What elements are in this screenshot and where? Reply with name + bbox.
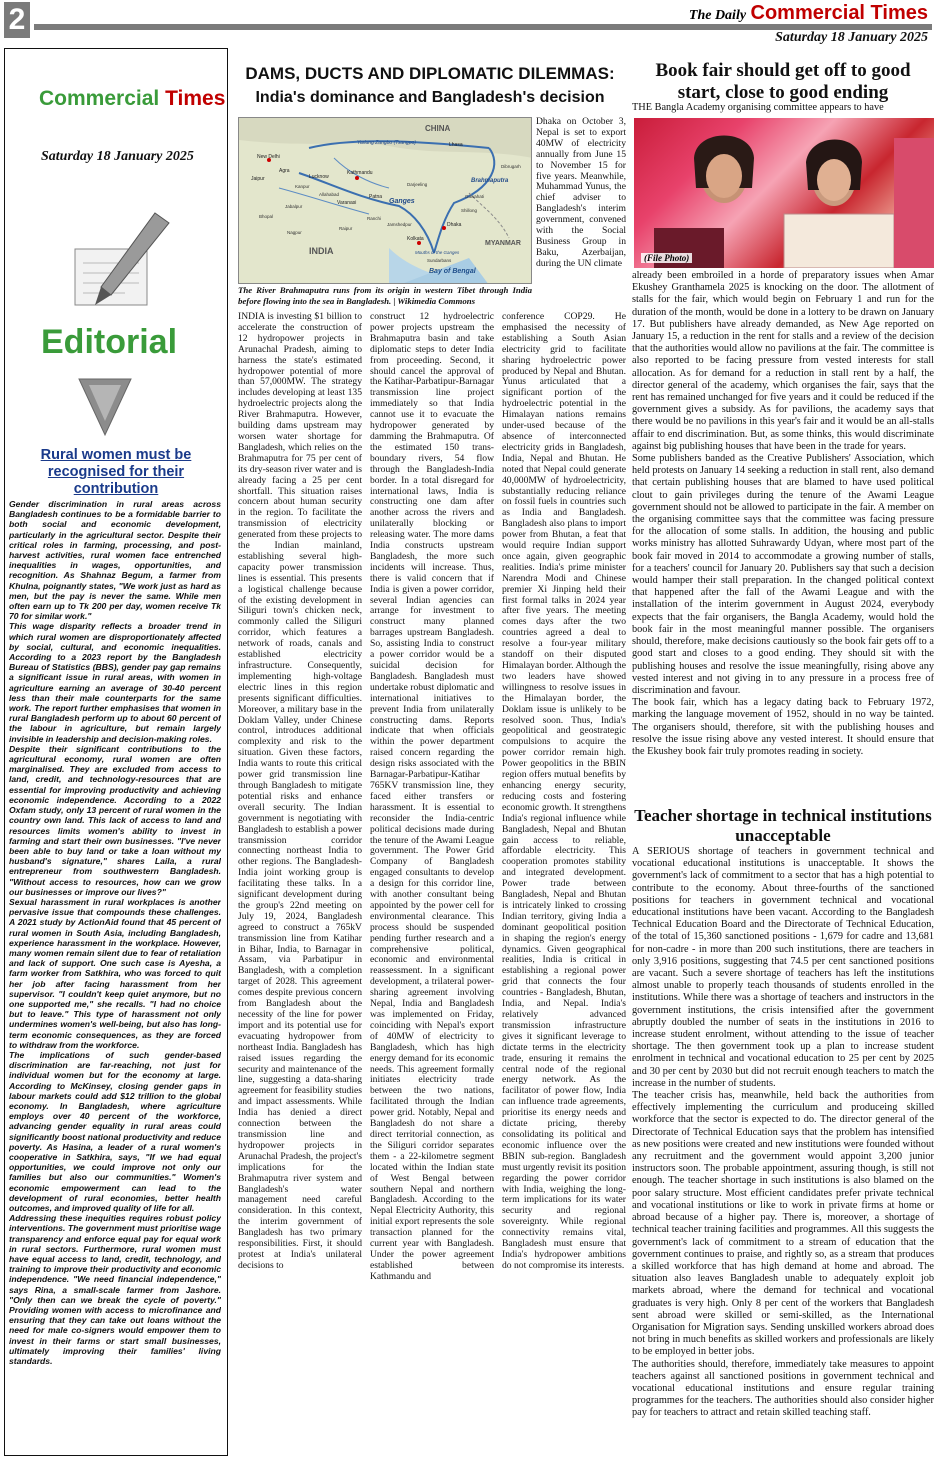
article-column-2	[370, 312, 494, 1448]
map-label: Patna	[369, 194, 383, 200]
map-label: Brahmaputra	[471, 178, 509, 184]
map-label: MYANMAR	[485, 240, 521, 247]
article-column-1	[238, 312, 362, 1448]
map-label: Kolkata	[407, 236, 424, 242]
map-label: Lucknow	[309, 174, 329, 180]
editorial-column	[4, 48, 228, 1456]
map-caption: The River Brahmaputra runs from its origin in western Tibet through India before flowing into the sea in Bangladesh. | Wikimedia Commons	[238, 285, 532, 306]
editorial-masthead-box	[5, 49, 227, 443]
masthead-title: Commercial Times	[750, 2, 928, 24]
editorial-logo	[39, 87, 225, 111]
bookfair-body	[632, 270, 934, 800]
logo-times: Times	[165, 87, 226, 110]
map-label: Bhopal	[259, 214, 274, 219]
map-label: Sundarbans	[427, 258, 452, 263]
logo-commercial: Commercial	[39, 87, 160, 110]
teacher-shortage-paragraph: The teacher crisis has, meanwhile, held back the authorities from effectively implementing the curriculum and produceing skilled workforce that the sector is expected to do. The director general of the Directorate of Technical Education says that the problem has intensified as new positions were created and new institutions were founded without any recruitment and the government would appoint 3,200 junior instructors soon. The probable appointment, assuring though, is still not enough. The teacher shortage in such institutions is also blamed on the poor salary structure. Most efficient candidates prefer private technical and vocational institutions or like to work in private firms at home or abroad because of a higher pay. There is, moreover, a shortage of technical teacher training facilities and programmes. All this suggests the government's lack of commitment to a stream of education that the government continues to praise, and rightly so, as a stream that produces a skilled workforce that has high demand at home and abroad. The situation also leaves Bangladesh unable to adequately exploit job markets abroad, where the demand for technical and vocational graduates is very high. Only 8 per cent of the workers that Bangladesh sent abroad were skilled or semi-skilled, as the International Organisation for Migration says. Sending unskilled workers abroad does not bring in much benefits as skilled workers and professionals are likely to be employed in better jobs.	[632, 1090, 934, 1358]
map-label: Ranchi	[367, 216, 382, 221]
map-label: Lhasa	[449, 142, 463, 148]
bookfair-paragraph: The book fair, which has a legacy dating back to February 1972, marking the language movement of 1952, should in no way be tainted. The organisers should, therefore, sit with the publishing houses and resolve the issue rising above any vested interest. It should ensure that the Ekushey book fair truly promotes reading in society.	[632, 697, 934, 757]
article-column-3-top	[536, 117, 626, 311]
map-label: Jamshedpur	[387, 222, 412, 227]
photo-caption: (File Photo)	[641, 253, 692, 263]
bookfair-photo	[634, 118, 934, 268]
bookfair-lead: THE Bangla Academy organising committee appears to have	[632, 102, 884, 113]
map-label: Jaipur	[251, 176, 265, 182]
map-label: Shillong	[461, 208, 478, 213]
map-label: Agra	[279, 168, 290, 174]
editorial-paragraph: Gender discrimination in rural areas across Bangladesh continues to be a formidable barrier to both social and economic development, particularly in the agricultural sector. Despite their critical roles in farming, processing, and post-harvest activities, rural women face entrenched inequalities in wages, opportunities, and recognition. As Shahnaz Begum, a farmer from Khulna, poignantly states, "We work just as hard as men, but the pay is never the same. While men often earn up to Tk 200 per day, women receive Tk 70 for similar work."	[9, 499, 221, 622]
map-label: Nagpur	[287, 230, 302, 235]
map-label: Allahabad	[319, 192, 340, 197]
map-label: Ganges	[389, 198, 415, 205]
map-label: Kathmandu	[347, 170, 373, 176]
map-label: INDIA	[309, 246, 334, 256]
teacher-shortage-body	[632, 846, 934, 1452]
map-label: Kanpur	[295, 184, 310, 189]
fountain-pen-icon	[65, 209, 175, 319]
down-arrow-icon	[75, 375, 135, 439]
teacher-shortage-paragraph: The authorities should, therefore, immediately take measures to appoint teachers against all sanctioned positions in government technical and vocational educational institutions and ensure regular training programmes for the teachers. The authorities should also consider higher pay for teachers to attract and retain skilled teaching staff.	[632, 1358, 934, 1419]
editorial-paragraph: Addressing these inequities requires robust policy interventions. The government must prioritise wage transparency and enforce equal pay for equal work in rural sectors. Furthermore, rural women must have equal access to land, credit, technology, and training to improve their productivity and economic independence. "We need financial independence," says Rina, a small-scale farmer from Jashore. "Only then can we break the cycle of poverty." Providing women with access to microfinance and ensuring that they can take out loans without the need for male co-signers would empower them to invest in their farms or start small businesses, ultimately improving their families' living standards.	[9, 1213, 221, 1367]
editorial-headline: Rural women must be recognised for their contribution	[40, 447, 192, 497]
article-title	[234, 62, 626, 110]
map-label: Dhaka	[447, 222, 462, 228]
article-text: construct 12 hydroelectric power projects upstream the Brahmaputra basin and take diplomatic steps to deter India from proceeding. Second, it should cancel the approval of the Katihar-Parbatipur-Barnagar transmission line project immediately so that India cannot use it to evacuate the hydropower generated by damming the Brahmaputra. Of the estimated 150 trans-boundary rivers, 54 flow through the Bangladesh-India border. In a total disregard for international laws, India is constructing one dam after another across the rivers and unilaterally blocking or releasing water. The more dams India constructs upstream Bangladesh, the more such incidents will increase. Thus, there is valid concern that if India is given a power corridor, several Indian agencies can arrange for investment to construct many planned barrages upstream Bangladesh. So, assisting India to construct a power corridor would be a suicidal decision for Bangladesh. Bangladesh must undertake robust diplomatic and international initiatives to prevent India from unilaterally constructing dams. Reports indicate that when officials within the power department raised concern regarding the design risks associated with the Barnagar-Parbatipur-Katihar 765KV transmission line, they faced either transfers or harassment. It is essential to reconsider the India-centric political decisions made during the tenure of the Awami League government. The Power Grid Company of Bangladesh engaged consultants to develop a design for this corridor line, with another consultant being appointed by the power cell for environmental clearance. This process should be suspended pending further research and a comprehensive political, economic and environmental reassessment. In a significant development, a trilateral power-sharing agreement involving Nepal, India and Bangladesh was implemented on Friday, coinciding with Nepal's export of 40MW of electricity to Bangladesh, which has high energy demand for its economic needs. This agreement formally initiates electricity trade between the two nations, facilitated through the Indian power grid. Notably, Nepal and Bangladesh do not share a direct territorial connection, as the Siliguri corridor separates them - a 22-kilometre segment located within the Indian state of West Bengal between southern Nepal and northern Bangladesh. According to the Nepal Electricity Authority, this initial export represents the sole transaction planned for the current year with Bangladesh. Under the power agreement established between Kathmandu and	[370, 312, 494, 1282]
map-label: Darjeeling	[407, 182, 428, 187]
brahmaputra-map	[238, 117, 532, 284]
teacher-shortage-paragraph: A SERIOUS shortage of teachers in government technical and vocational educational institutions is unacceptable. It shows the government's lack of commitment to a sector that has a high potential to contribute to the economy. About three-fourths of the sanctioned positions for teachers in government technical and vocational educational institutions have been vacant. According to the Bangladesh Technical Education Board and the Directorate of Technical Education, of the total of 15,360 sanctioned positions - 1,679 for cadre and 13,681 for non-cadre - in more than 200 such institutions, there are teachers in only 3,916 positions, suggesting that 74.5 per cent sanctioned positions are vacant. Such a severe shortage of teachers has left the institutions almost unable to properly teach thousands of students enrolled in the institutions. While there was a shortage of teachers and instructors in the government institutions, the crisis intensified after the government abruptly doubled the number of seats in the institutions in 2016 to increase student enrolment, without attending to the issue of teacher shortage. The then government took up a plan to increase student enrolment in technical and vocational education to 25 per cent by 2025 and 30 per cent by 2030 but did not recruit enough teachers to match the increase in the number of students.	[632, 846, 934, 1089]
map-label: Jabalpur	[285, 204, 303, 209]
map-label: Mouths of the Ganges	[415, 250, 460, 255]
map-label: Raipur	[339, 226, 353, 231]
bookfair-headline: Book fair should get off to good start, close to good ending	[655, 60, 911, 103]
article-title-line1: DAMS, DUCTS AND DIPLOMATIC DILEMMAS:	[245, 64, 615, 83]
editorial-paragraph: Sexual harassment in rural workplaces is another pervasive issue that compounds these challenges. A 2021 study by ActionAid found that 45 percent of rural women in South Asia, including Bangladesh, experience harassment in the workplace. However, many women remain silent due to fear of retaliation and lack of support. One such case is Ayesha, a farm worker from Satkhira, who was forced to quit her job after facing harassment from her supervisor. "I couldn't keep quiet anymore, but no one supported me," she recalls. "I had no choice but to leave." This type of harassment not only undermines women's well-being, but also has long-term economic consequences, as they are forced to withdraw from the workforce.	[9, 896, 221, 1050]
page-number: 2	[4, 2, 30, 38]
editorial-paragraph: Despite their significant contributions to the agricultural economy, rural women are often marginalised. They are excluded from access to land, credit, and technology-resources that are essential for improving productivity and achieving economic independence. According to a 2022 Oxfam study, only 13 percent of rural women in the country own land. This lack of access to land and resources limits women's ability to invest in farming and start their own businesses. "I've never been able to buy land or take a loan without my husband's signature," shares Laila, a rural entrepreneur from southwestern Bangladesh. "Without access to resources, how can we grow our businesses or improve our lives?"	[9, 743, 221, 897]
map-label: Dibrugarh	[501, 164, 521, 169]
article-text: Dhaka on October 3, Nepal is set to export 40MW of electricity annually from June 15 to November 15 for five years. Meanwhile, Muhammad Yunus, the chief adviser to Bangladesh's interim government, convened with the Social Business Group in Baku, Azerbaijan, during the UN climate	[536, 117, 626, 269]
header-date: Saturday 18 January 2025	[775, 30, 928, 45]
bookfair-paragraph: Some publishers banded as the Creative Publishers' Association, which held protests on January 14 seeking a reduction in stall rent, also demand that certain publishing houses that are blamed to have used political clout to gain privileges during the tenure of the Awami League government should not be allowed to participate in the fair. A member on the organising committee says that the committee was facing pressure for the allocation of some stalls. In addition, the housing and public works ministry has allotted Suhrawardy Udyan, where most part of the book fair moved in 2014 to accommodate a growing number of stalls, for a teachers' council for January 20. Publishers say that such a decision would hamper their stall preparation. In the changed political context that happened after the fall of the Awami League and with the installation of the interim government in August 2024, everybody expects that the fair organisers, the Bangla Academy, would hold the book fair in the most meaningful manner possible. The organisers should, therefore, make decisions cautiously so the book fair gets off to a good start and closes to a good ending. They should sit with the publishing houses and resolve the issue meaningfully, rising above any vested interest and not giving in to any pressure in a process free of discrimination and favour.	[632, 453, 934, 696]
article-text: conference COP29. He emphasised the necessity of establishing a South Asian electricity grid to facilitate sharing hydroelectric power produced by Nepal and Bhutan. Yunus articulated that a significant portion of the hydroelectric potential in the Himalayan nations remains under-used because of the absence of interconnected electricity grids in Bangladesh, India, Nepal and Bhutan. He noted that Nepal could generate 40,000MW of hydroelectricity, substantially reducing reliance on fossil fuels in countries such as India and Bangladesh. Bangladesh also plans to import power from Bhutan, a feat that would require Indian support once again, given geographic realities. India's prime minister Narendra Modi and Chinese premier Xi Jinping held their first formal talks in 2024 year after five years. The meeting comes days after the two countries agreed a deal to resolve a four-year military standoff on their disputed Himalayan border. Although the two leaders have showed willingness to resolve issues in the Himalayan border, the Doklam issue is unlikely to be resolved soon. Thus, India's geopolitical and geostrategic compulsions to acquire the power corridor remain high. Power geopolitics in the BBIN region offers mutual benefits by enhancing energy security, reducing costs and fostering economic growth. It strengthens India's regional influence while Bangladesh, Nepal and Bhutan gain access to reliable, affordable electricity. This cooperation promotes stability and integrated development. Power trade between Bangladesh, Nepal and Bhutan is intricately linked to crossing Indian territory, giving India a dominant geopolitical position in shaping the region's energy dynamics. Given geographical realities, India is critical in establishing a regional power grid that connects the four countries - Bangladesh, Bhutan, India, and Nepal. India's relatively advanced transmission infrastructure gives it significant leverage to dictate terms in the electricity trade, ensuring it remains the central node of the regional energy network. As the facilitator of power flow, India can influence trade agreements, prioritise its energy needs and dictate pricing, thereby consolidating its political and economic influence over the BBIN sub-region. Bangladesh must urgently revisit its position regarding the power corridor with India, weighing the long-term implications for its water security and regional sovereignty. While regional connectivity remains vital, Bangladesh must ensure that India's hydropower ambitions do not compromise its interests.	[502, 312, 626, 1271]
editorial-date: Saturday 18 January 2025	[41, 149, 194, 164]
map-label: New Delhi	[257, 154, 280, 160]
article-column-3	[502, 312, 626, 1448]
map-label: Yarlung Zangbo (Tsangpo)	[357, 140, 416, 146]
article-text: INDIA is investing $1 billion to accelerate the construction of 12 hydropower projects in Arunachal Pradesh, aiming to harness the state's estimated hydropower potential of more than 57,000MW. The strategy includes developing at least 135 hydroelectric projects along the River Brahmaputra. However, building dams upstream may worsen water shortage for Bangladesh, which relies on the Brahmaputra for 75 per cent of its dry-season river water and is already facing a 25 per cent shortfall. This situation raises concern about human security in the region. To facilitate the transmission of electricity generated from these projects to the Indian mainland, establishing several high-capacity power transmission lines is essential. This presents a logistical challenge because of the existing development in Siliguri town's chicken neck, commonly called the Siliguri corridor, which features a network of roads, canals and established electricity infrastructure. Consequently, implementing high-voltage electric lines in this region presents significant difficulties. Moreover, a military base in the Doklam Valley, under Chinese control, introduces additional complexity and risk to the situation. Given these factors, India wants to route this critical power grid transmission line through Bangladesh to mitigate potential risks and enhance overall security. The Indian government is negotiating with Bangladesh to establish a power transmission corridor connecting northeast India to other regions. The Bangladesh-India joint working group is facilitating these talks. In a significant development during the group's 22nd meeting on July 19, 2024, Bangladesh agreed to construct a 765kV transmission line from Katihar in Bihar, India, to Barnagar in Assam, via Parbatipur in Bangladesh, with a completion target of 2028. This agreement comes despite previous concern from Bangladesh about the necessity of the line for power import and its potential use for evacuating hydropower from northeast India. Bangladesh has raised issues regarding the security and maintenance of the line, suggesting a data-sharing agreement for feasibility studies and impact assessments. While India has denied a direct connection between the transmission line and hydropower projects in Arunachal Pradesh, the project's implications for the Brahmaputra river system and Bangladesh's water management need careful consideration. In this context, the interim government of Bangladesh has two primary responsibilities. First, it should protest at India's unilateral decisions to	[238, 312, 362, 1271]
photo-graphic	[634, 118, 934, 268]
bookfair-paragraph: already been embroiled in a horde of preparatory issues when Amar Ekushey Granthamela 2025 is knocking on the door. The allotment of stalls for the fair, which would begin on February 1 and run for the duration of the month, would be done in a lottery to be drawn on January 17. But publishers have already demanded, as New Age reported on January 15, a reduction in the rent for stalls and a review of the decision that the authorities would allow no pavilions at the fair. The committee is also reported to be facing pressure from vested interests for stall allocation. As for demand for a reduction in stall rent by a half, the director general of the academy, which organises the fair, says that the rent has remained unchanged for five years and it could be reduced if the government gives a subsidy. As for pavilions, the academy says that there would be no pavilions in this year's fair and it would be an all-stalls affair to end discrimination. But, as some thinks, this would discriminate against big publishing houses that have been in the trade for years.	[632, 270, 934, 452]
editorial-section-label: Editorial	[41, 323, 178, 361]
map-label: CHINA	[425, 124, 451, 133]
map-label: Varanasi	[337, 200, 357, 206]
editorial-body	[9, 499, 221, 1451]
teacher-shortage-headline: Teacher shortage in technical institutions unacceptable	[634, 806, 932, 845]
map-label: Bay of Bengal	[429, 268, 476, 275]
editorial-paragraph: The implications of such gender-based discrimination are far-reaching, not just for individual women but for the economy at large. According to McKinsey, closing gender gaps in labour markets could add $12 trillion to the global economy. In Bangladesh, where agriculture employs over 40 percent of the workforce, advancing gender equality in rural areas could significantly boost national productivity and reduce poverty. As Hasina, a leader of a rural women's cooperative in Satkhira, says, "If we had equal opportunities, we could improve not only our families but also our communities." Women's economic empowerment can lead to the development of rural economies, better health outcomes, and improved quality of life for all.	[9, 1049, 221, 1214]
article-title-line2: India's dominance and Bangladesh's decision	[255, 89, 605, 106]
masthead	[689, 2, 928, 25]
editorial-paragraph: This wage disparity reflects a broader trend in which rural women are disproportionately affected by social, cultural, and economic inequalities. According to a 2023 report by the Bangladesh Bureau of Statistics (BBS), gender pay gap remains a significant issue in rural areas, with women in agriculture earning an average of 30-40 percent less than their male counterparts for the same work. The report further emphasises that women in rural Bangladesh perform up to about 60 percent of the labour in agriculture, but remain largely invisible in leadership and decision-making roles.	[9, 621, 221, 744]
masthead-daily: The Daily	[688, 8, 747, 23]
map-label: Guwahati	[465, 194, 485, 199]
